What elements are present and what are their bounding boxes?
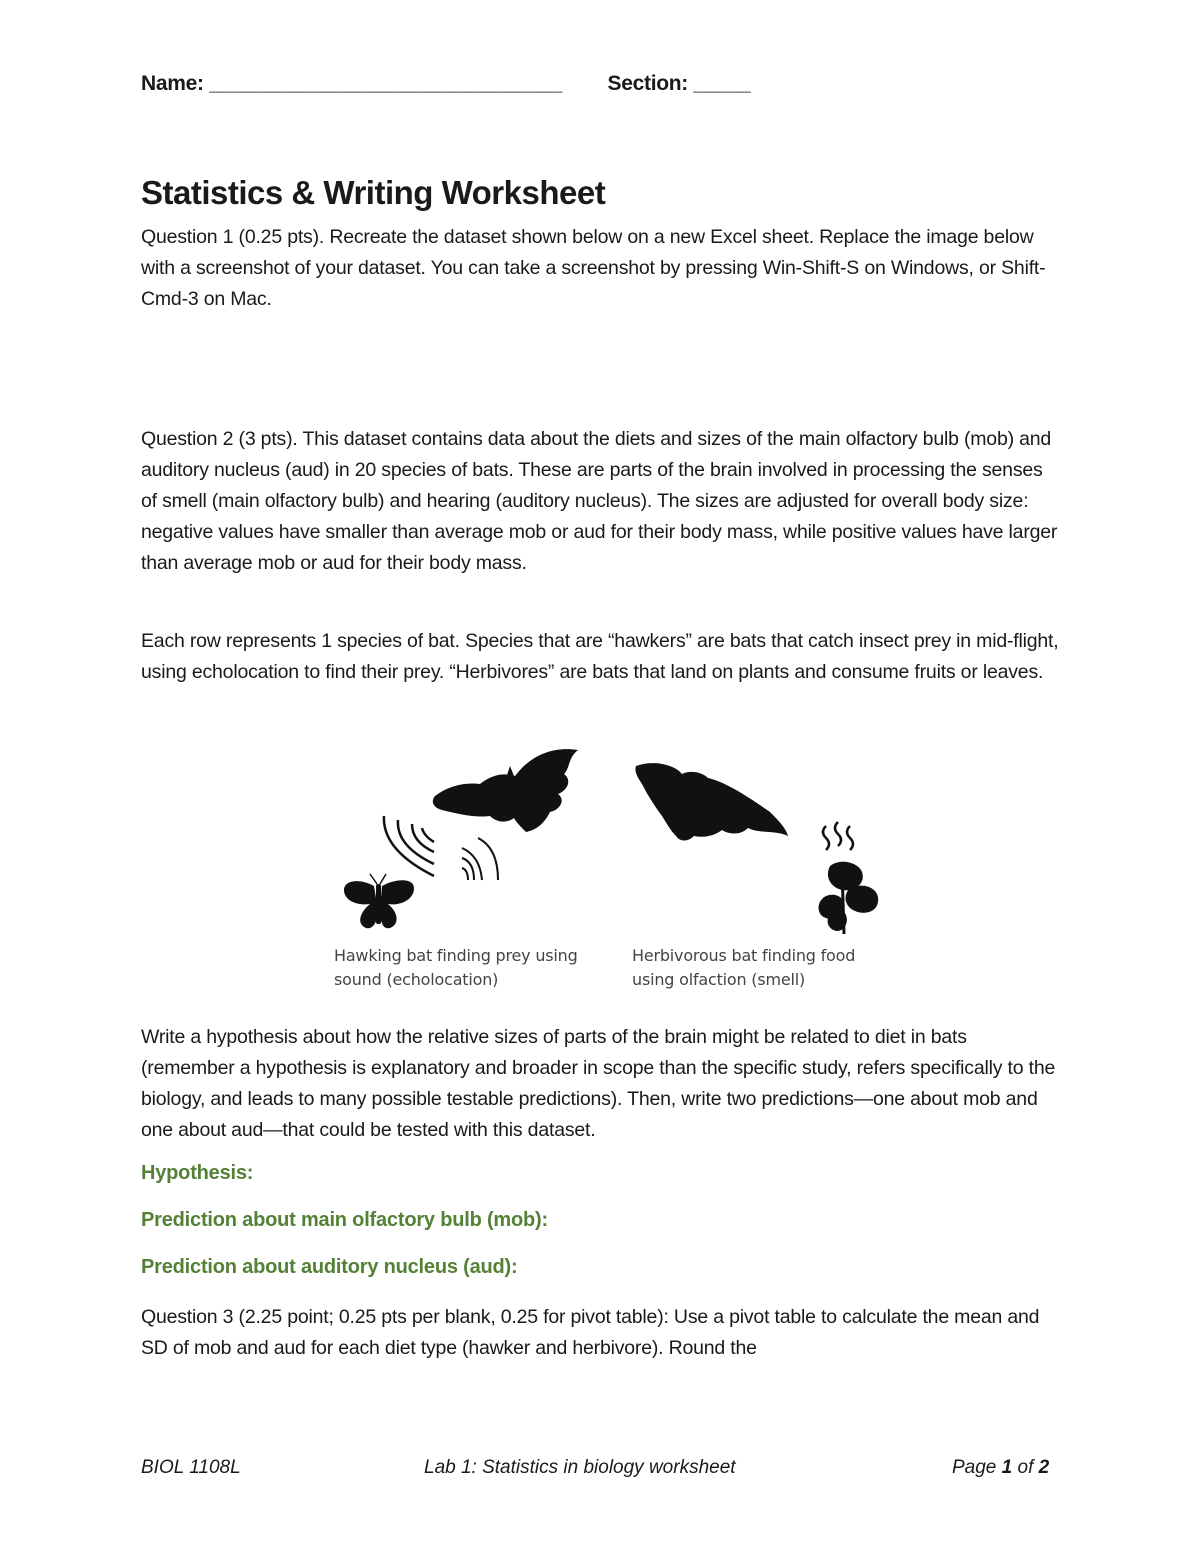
section-field[interactable]: Section: _____: [607, 72, 751, 95]
prediction-mob-label[interactable]: Prediction about main olfactory bulb (mob):: [141, 1209, 548, 1231]
question-2-rows: Each row represents 1 species of bat. Species that are “hawkers” are bats that catch insect prey in mid-flight, using echolocation to find their prey. “Herbivores” are bats that land on plants and consume fruits or leaves.: [141, 630, 1059, 683]
herbivorous-bat-icon: [635, 763, 788, 840]
header-fields: [141, 72, 750, 96]
hypothesis-label[interactable]: Hypothesis:: [141, 1162, 254, 1184]
smell-wave-icon: [823, 822, 853, 850]
name-field[interactable]: Name: _______________________________: [141, 72, 562, 95]
caption-hawking: Hawking bat finding prey using sound (echolocation): [334, 946, 578, 989]
butterfly-icon: [344, 874, 414, 928]
footer-course: BIOL 1108L: [141, 1457, 241, 1478]
question-2-intro: Question 2 (3 pts). This dataset contains data about the diets and sizes of the main olfactory bulb (mob) and auditory nucleus (aud) in 20 species of bats. These are parts of the brain involved in processing the senses of smell (main olfactory bulb) and hearing (auditory nucleus). The sizes are adjusted for overall body size: negative values have smaller than average mob or aud for their body mass, while positive values have larger than average mob or aud for their body mass.: [141, 428, 1058, 574]
hawking-bat-icon: [433, 749, 578, 832]
sound-wave-icon: [384, 816, 434, 876]
prediction-aud-label[interactable]: Prediction about auditory nucleus (aud):: [141, 1256, 518, 1278]
footer-lab-title: Lab 1: Statistics in biology worksheet: [424, 1457, 736, 1478]
echo-wave-icon: [462, 838, 498, 880]
bat-figure: [330, 738, 890, 998]
question-2-task: Write a hypothesis about how the relative sizes of parts of the brain might be related to diet in bats (remember a hypothesis is explanatory and broader in scope than the specific study, refers specifically to the biology, and leads to many possible testable predictions). Then, write two predictions—one about mob and one about aud—that could be tested with this dataset.: [141, 1026, 1056, 1141]
footer-page-number: Page 1 of 2: [952, 1457, 1050, 1478]
leaf-plant-icon: [819, 862, 879, 934]
caption-herbivorous: Herbivorous bat finding food using olfaction (smell): [632, 946, 856, 989]
page-title: Statistics & Writing Worksheet: [141, 174, 606, 211]
bat-illustration: [330, 738, 890, 938]
question-1: Question 1 (0.25 pts). Recreate the dataset shown below on a new Excel sheet. Replace the image below with a screenshot of your dataset. You can take a screenshot by pressing Win-Shift-S on Windows, or Shift-Cmd-3 on Mac.: [141, 226, 1046, 310]
question-3: Question 3 (2.25 point; 0.25 pts per blank, 0.25 for pivot table): Use a pivot table to calculate the mean and SD of mob and aud for each diet type (hawker and herbivore). Round the: [141, 1306, 1040, 1359]
